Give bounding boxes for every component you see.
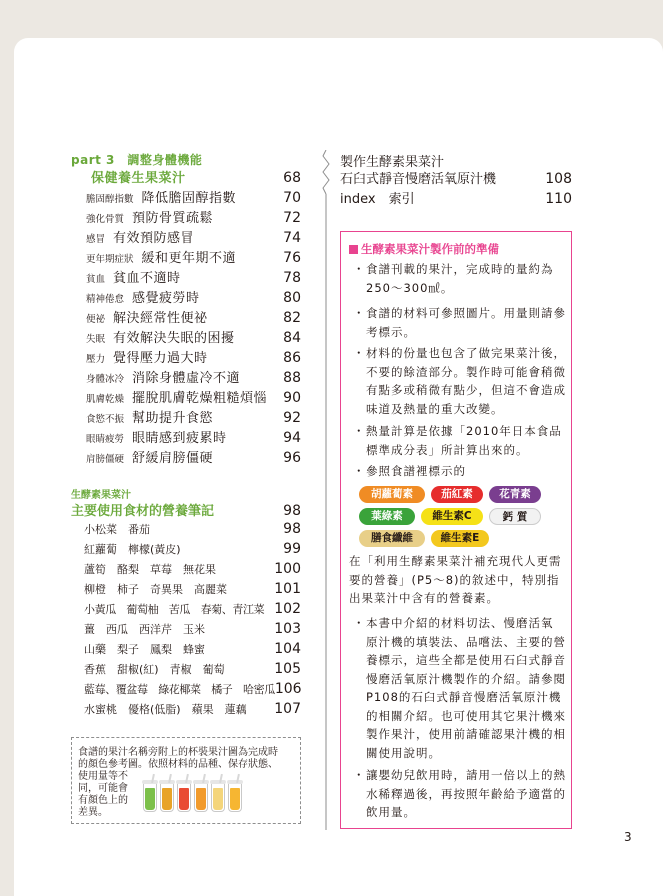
toc-entry-title: 幫助提升食慾 [132, 411, 214, 426]
toc-entry-category: 感冒 [86, 234, 106, 245]
toc-entry-page: 78 [283, 270, 301, 286]
note-bullet [353, 344, 565, 418]
note-bullet [353, 260, 565, 297]
bullet-line: 食譜的材料可參照圖片。用量則請參 [366, 306, 566, 320]
toc-entry[interactable] [86, 407, 301, 427]
toc-entry-page: 100 [274, 561, 301, 577]
toc-entry-category: 肌膚乾燥 [86, 394, 125, 405]
bullet-dot: ・ [353, 768, 365, 782]
toc-entry[interactable] [86, 267, 301, 287]
bullet-line: 養標示，這些全都是使用石臼式靜音 [366, 653, 566, 667]
juice-cup-icon [228, 782, 242, 812]
toc-entry-category: 便祕 [86, 314, 106, 325]
toc-entry[interactable] [86, 287, 301, 307]
toc-entry-page: 103 [274, 621, 301, 637]
toc-entry-category: 失眠 [86, 334, 106, 345]
bullet-dot: ・ [353, 424, 365, 438]
toc-entry-page: 94 [283, 430, 301, 446]
nutrient-badge: 維生素C [421, 508, 483, 525]
toc-entry[interactable] [86, 307, 301, 327]
toc-entry-title: 眼睛感到疲累時 [132, 431, 227, 446]
bullet-line: 味道及熱量的重大改變。 [366, 401, 504, 416]
toc-entry-title: 覺得壓力過大時 [113, 351, 208, 366]
toc-entry-category: 強化骨質 [86, 214, 125, 225]
note-bullet [353, 422, 565, 459]
toc-entry[interactable] [86, 227, 301, 247]
toc-entry-category: 更年期症狀 [86, 254, 134, 265]
ingredient-list: 小松菜 番茄 [84, 523, 150, 536]
toc-entry-page: 76 [283, 250, 301, 266]
toc-entry-category: 壓力 [86, 354, 106, 365]
toc-entry-title: index 索引 [340, 192, 415, 207]
bullet-line: 參照食譜裡標示的 [366, 464, 466, 478]
toc-entry-page: 99 [283, 541, 301, 557]
toc-entry-category: 膽固醇指數 [86, 194, 134, 205]
toc-entry-title: 解決經常性便祕 [113, 311, 208, 326]
toc-entry-title: 舒緩肩膀僵硬 [132, 451, 214, 466]
toc-entry-index[interactable] [340, 188, 572, 208]
toc-entry-page: 82 [283, 310, 301, 326]
recipe-section-title: 製作生酵素果菜汁 [340, 155, 445, 170]
toc-entry-page: 105 [274, 661, 301, 677]
ingredient-entry[interactable] [84, 521, 301, 541]
bullet-line: P108的石臼式靜音慢磨活氧原汁機 [366, 690, 562, 704]
ingredient-list: 水蜜桃 優格(低脂) 蘋果 蓮藕 [84, 703, 247, 716]
nutrient-badge: 葉綠素 [359, 508, 415, 525]
preparation-notes-box [340, 231, 572, 829]
ingredient-entry[interactable] [84, 661, 301, 681]
juice-cup-icon [160, 782, 174, 812]
ingredient-list: 紅蘿蔔 檸檬(黃皮) [84, 543, 181, 556]
toc-entry-category: 食慾不振 [86, 414, 125, 425]
juice-cup-icon [177, 782, 191, 812]
ingredient-list: 薑 西瓜 西洋芹 玉米 [84, 623, 205, 636]
toc-entry-title: 感覺疲勞時 [132, 291, 200, 306]
toc-entry[interactable] [86, 247, 301, 267]
ingredient-entry[interactable] [84, 541, 301, 561]
toc-entry-page: 80 [283, 290, 301, 306]
toc-entry-title: 貧血不適時 [113, 271, 181, 286]
toc-entry-nutrition[interactable] [71, 500, 301, 520]
bullet-line: 本書中介紹的材料切法、慢磨活氧 [366, 616, 554, 630]
note-bullet [353, 304, 565, 341]
ingredient-list: 柳橙 柿子 奇異果 高麗菜 [84, 583, 227, 596]
toc-entry-main[interactable] [91, 167, 301, 187]
box-heading [349, 241, 499, 257]
toc-entry-title: 消除身體虛冷不適 [132, 371, 241, 386]
note-line: 使用量等不 [78, 771, 128, 782]
toc-entry-title: 保健養生果菜汁 [91, 171, 186, 186]
toc-entry-page: 98 [283, 521, 301, 537]
bullet-line: 考標示。 [366, 324, 416, 339]
bullet-line: 不要的餘渣部分。製作時可能會稍微 [366, 364, 566, 379]
bullet-line: 讓嬰幼兒飲用時，請用一倍以上的熱 [366, 768, 566, 782]
bullet-line: 原汁機的填裝法、品嚐法、主要的營 [366, 634, 566, 649]
toc-entry-page: 90 [283, 390, 301, 406]
juice-cup-icon [211, 782, 225, 812]
bullet-line: 食譜刊載的果汁，完成時的量約為 [366, 262, 554, 276]
toc-entry-page: 86 [283, 350, 301, 366]
toc-entry[interactable] [86, 387, 301, 407]
paragraph-line: 出果菜汁中含有的營養素。 [349, 591, 499, 605]
note-line: 有顏色上的 [78, 795, 128, 806]
toc-entry-page: 106 [274, 681, 302, 697]
toc-entry-page: 102 [274, 601, 301, 617]
toc-entry-page: 110 [545, 191, 572, 207]
bullet-line: 製作果汁，使用前請確認果汁機的相 [366, 727, 566, 741]
bullet-dot: ・ [353, 464, 365, 478]
bullet-line: 關使用說明。 [366, 745, 441, 760]
ingredient-list: 蘆筍 酪梨 草莓 無花果 [84, 563, 216, 576]
bullet-line: 有點多或稍微有點少，但這不會造成 [366, 383, 566, 397]
toc-entry-category: 肩膀僵硬 [86, 454, 125, 465]
nutrient-badge: 花青素 [489, 486, 541, 503]
nutrient-badge: 維生素E [431, 530, 489, 547]
toc-entry-page: 92 [283, 410, 301, 426]
ingredient-list: 香蕉 甜椒(紅) 青椒 葡萄 [84, 663, 225, 676]
note-line: 同，可能會 [78, 783, 128, 794]
note-bullet [353, 462, 565, 481]
ingredient-list: 小黃瓜 葡萄柚 苦瓜 春菊、青江菜 [84, 603, 265, 616]
toc-entry-page: 88 [283, 370, 301, 386]
bullet-line: 250～300㎖。 [366, 280, 454, 295]
bullet-line: 材料的份量也包含了做完果菜汁後， [366, 346, 566, 360]
toc-entry-title: 有效預防感冒 [113, 231, 195, 246]
bullet-line: 慢磨活氧原汁機製作的介紹。請參閱 [366, 671, 566, 686]
ingredient-entry[interactable] [84, 581, 301, 601]
note-bullet [353, 766, 565, 822]
nutrient-badge: 茄紅素 [431, 486, 483, 503]
toc-entry-page: 101 [274, 581, 301, 597]
bullet-dot: ・ [353, 306, 365, 320]
toc-entry-category: 身體冰冷 [86, 374, 125, 385]
bullet-dot: ・ [353, 346, 365, 360]
toc-entry-page: 72 [283, 210, 301, 226]
toc-entry-page: 84 [283, 330, 301, 346]
toc-entry[interactable] [86, 327, 301, 347]
toc-entry-title: 預防骨質疏鬆 [132, 211, 214, 226]
juice-cup-icon [143, 782, 157, 812]
ingredient-entry[interactable] [84, 701, 301, 721]
toc-entry[interactable] [86, 447, 301, 467]
ingredient-entry[interactable] [84, 641, 301, 661]
paragraph-line: 要的營養」(P5～8)的敘述中，特別指 [349, 572, 560, 587]
bullet-line: 標準成分表」所計算出來的。 [366, 442, 529, 457]
note-line: 食譜的果汁名稱旁附上的杯裝果汁圖為完成時 [78, 747, 278, 758]
juice-cups-illustration [143, 782, 242, 812]
ingredient-list: 藍莓、覆盆莓 綠花椰菜 橘子 哈密瓜 [84, 683, 275, 696]
ingredient-entry[interactable] [84, 681, 301, 701]
ingredient-entry[interactable] [84, 561, 301, 581]
toc-entry-title: 擺脫肌膚乾燥粗糙煩惱 [132, 391, 268, 406]
note-bullet [353, 614, 565, 762]
bullet-dot: ・ [353, 262, 365, 276]
nutrient-badge: 鈣 質 [489, 508, 541, 525]
ingredient-entry[interactable] [84, 621, 301, 641]
toc-entry[interactable] [86, 187, 301, 207]
note-line: 的顏色參考圖。依照材料的品種、保存狀態、 [78, 759, 278, 770]
toc-entry-page: 96 [283, 450, 301, 466]
box-heading-text: 生酵素果菜汁製作前的準備 [361, 242, 499, 256]
color-reference-note [71, 737, 301, 824]
part-heading: part 3 調整身體機能 [71, 153, 203, 167]
toc-entry-title: 降低膽固醇指數 [141, 191, 237, 206]
ingredient-list: 山藥 梨子 鳳梨 蜂蜜 [84, 643, 205, 656]
nutrient-badge: 膳食纖維 [359, 530, 425, 547]
bullet-dot: ・ [353, 616, 365, 630]
toc-entry[interactable] [86, 207, 301, 227]
toc-entry[interactable] [86, 427, 301, 447]
toc-entry-category: 精神倦怠 [86, 294, 125, 305]
toc-entry-page: 68 [283, 170, 301, 186]
square-bullet-icon [349, 245, 358, 254]
bullet-line: 熱量計算是依據「2010年日本食品 [366, 424, 562, 438]
bullet-line: 的相關介紹。也可使用其它果汁機來 [366, 708, 566, 723]
toc-entry-page: 74 [283, 230, 301, 246]
bullet-line: 飲用量。 [366, 805, 416, 819]
toc-entry-page: 107 [274, 701, 301, 717]
toc-entry-title: 石臼式靜音慢磨活氧原汁機 [340, 172, 497, 187]
section-heading: 生酵素果菜汁 [71, 490, 131, 501]
page-number: 3 [624, 830, 632, 844]
toc-entry-page: 104 [274, 641, 301, 657]
toc-entry-category: 眼睛疲勞 [86, 434, 125, 445]
ingredient-entry[interactable] [84, 601, 301, 621]
toc-entry-title: 主要使用食材的營養筆記 [71, 504, 215, 519]
toc-entry[interactable] [86, 367, 301, 387]
note-line: 差異。 [78, 807, 108, 818]
toc-entry-page: 98 [283, 503, 301, 519]
toc-entry-page: 108 [545, 171, 572, 187]
toc-entry-title: 有效解決失眠的困擾 [113, 331, 235, 346]
toc-entry-page: 70 [283, 190, 301, 206]
toc-entry-title: 緩和更年期不適 [141, 251, 237, 266]
juice-cup-icon [194, 782, 208, 812]
toc-entry[interactable] [86, 347, 301, 367]
paragraph-line: 在「利用生酵素果菜汁補充現代人更需 [349, 554, 562, 568]
column-divider [322, 150, 330, 830]
bullet-line: 水稀釋過後，再按照年齡給予適當的 [366, 786, 566, 801]
toc-entry-juicer[interactable] [340, 168, 572, 188]
toc-entry-category: 貧血 [86, 274, 106, 285]
nutrient-badge: 胡蘿蔔素 [359, 486, 425, 503]
